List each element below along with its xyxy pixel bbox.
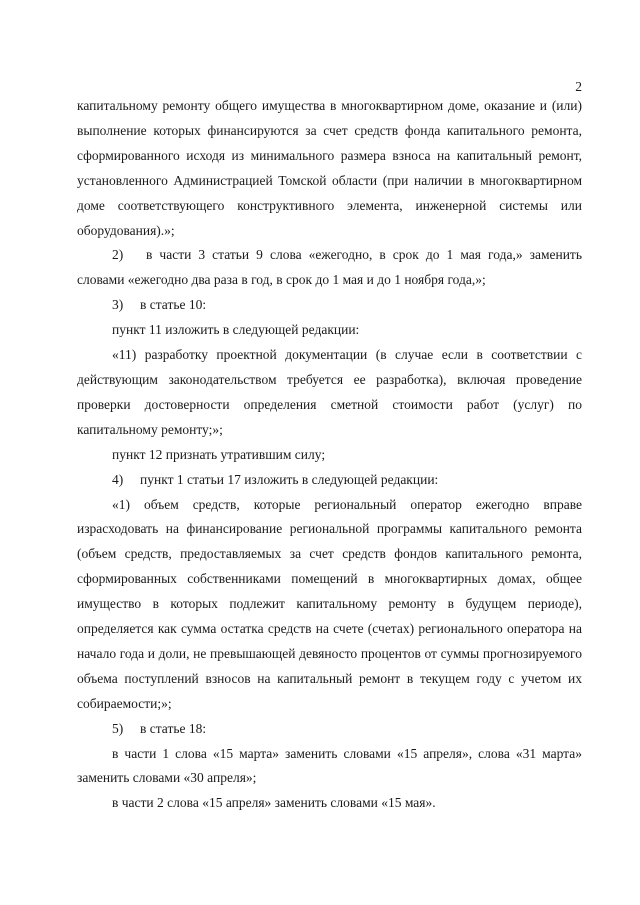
list-item-text: в части 3 статьи 9 слова «ежегодно, в срок до 1 мая года,» заменить словами «ежегодно два раза в год, в срок до 1 мая и до 1 ноября года,»;	[77, 247, 582, 288]
page-number: 2	[575, 79, 582, 94]
list-number: 5)	[112, 720, 124, 736]
list-number: 4)	[112, 471, 124, 487]
paragraph-point-12: пункт 12 признать утратившим силу;	[112, 446, 326, 462]
document-body	[77, 94, 582, 816]
paragraph-article-17-text: «1) объем средств, которые региональный оператор ежегодно вправе израсходовать на финансирование региональной программы капитального ремонта (объем средств, предоставляемых за счет средств фондов капитального ремонта, сформированных собственниками помещений в многоквартирных домах, общее имущество в которых подлежит капитальному ремонту в будущем периоде), определяется как сумма остатка средств на счете (счетах) регионального оператора на начало года и доли, не превышающей девяносто процентов от суммы прогнозируемого объема поступлений взносов на капитальный ремонт в текущем году с учетом их собираемости;»;	[77, 496, 582, 711]
list-item-4	[77, 468, 582, 493]
list-number: 2)	[112, 247, 124, 263]
list-item-text: в статье 18:	[140, 720, 207, 736]
paragraph-article-18-part-1: в части 1 слова «15 марта» заменить словами «15 апреля», слова «31 марта» заменить словами «30 апреля»;	[77, 745, 582, 786]
paragraph-continuation: капитальному ремонту общего имущества в многоквартирном доме, оказание и (или) выполнение которых финансируются за счет средств фонда капитального ремонта, сформированного исходя из минимального размера взноса на капитальный ремонт, установленного Администрацией Томской области (при наличии в многоквартирном доме соответствующего конструктивного элемента, инженерной системы или оборудования).»;	[77, 98, 582, 238]
paragraph-point-11-text: «11) разработку проектной документации (в случае если в соответствии с действующим законодательством требуется ее разработка), включая проведение проверки достоверности определения сметной стоимости работ (услуг) по капитальному ремонту;»;	[77, 347, 582, 437]
paragraph-article-18-part-2: в части 2 слова «15 апреля» заменить словами «15 мая».	[112, 795, 436, 811]
paragraph-point-11-intro: пункт 11 изложить в следующей редакции:	[112, 322, 360, 338]
list-number: 3)	[112, 297, 124, 313]
list-item-2	[77, 243, 582, 293]
list-item-3	[77, 293, 582, 318]
list-item-text: в статье 10:	[140, 297, 207, 313]
list-item-text: пункт 1 статьи 17 изложить в следующей редакции:	[140, 471, 439, 487]
list-item-5	[77, 717, 582, 742]
